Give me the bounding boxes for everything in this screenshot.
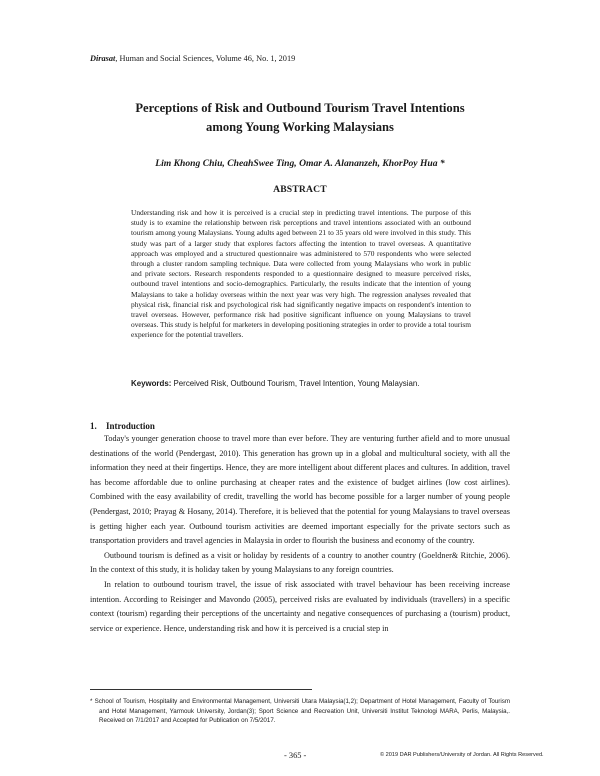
body-paragraph: Today's younger generation choose to travel more than ever before. They are venturing further afield and to more unusual destinations of the world (Pendergast, 2010). This generation has grown up in a global and multicultural society, with all the information they need at their fingertips. Hence, they are more intelligent about different places and cultures. In addition, travel has become affordable due to online purchasing at cheaper rates and the existence of budget airlines (low cost airlines). Combined with the easy availability of credit, travelling the world has become possible for a larger number of young people (Pendergast, 2010; Prayag & Hosany, 2014). Therefore, it is believed that the potential for young Malaysians to travel overseas is getting higher each year. Outbound tourism activities are deemed important especially for the private sectors such as transportation providers and travel agencies in Malaysia in order to flourish the business and economy of the country. <box>90 434 510 546</box>
journal-name: Dirasat <box>90 54 116 63</box>
page-number: - 365 - <box>284 751 307 760</box>
title-line-1: Perceptions of Risk and Outbound Tourism Travel Intentions <box>135 101 465 115</box>
copyright-notice: © 2019 DAR Publishers/University of Jordan. All Rights Reserved. <box>380 752 544 758</box>
author-list: Lim Khong Chiu, CheahSwee Ting, Omar A. Alananzeh, KhorPoy Hua * <box>155 158 445 169</box>
section-number: 1. <box>90 421 97 431</box>
journal-volume-info: , Human and Social Sciences, Volume 46, No. 1, 2019 <box>115 54 296 63</box>
abstract-heading: ABSTRACT <box>273 184 327 195</box>
footnote-divider <box>90 689 312 690</box>
affiliation-footnote: * School of Tourism, Hospitality and Environmental Management, Universiti Utara Malaysia(1,2); Department of Hotel Management, Faculty of Tourism and Hotel Management, Yarmouk University, Jordan(3); Sport Science and Recreation Unit, Universiti Institut Teknologi MARA, Perlis, Malaysia,. Received on 7/1/2017 and Accepted for Publication on 7/5/2017. <box>90 698 510 725</box>
keywords-line <box>131 378 511 389</box>
body-paragraph: In relation to outbound tourism travel, the issue of risk associated with travel behaviour has been receiving increase intention. According to Reisinger and Mavondo (2005), perceived risks are evaluated by individuals (travellers) in a specific context (tourism) regarding their perceptions of the uncertainty and negative consequences of purchasing a (tourism) product, service or experience. Hence, understanding risk and how it is perceived is a crucial step in <box>90 579 510 633</box>
section-body <box>90 432 510 636</box>
journal-header <box>90 53 510 64</box>
keywords-list: Perceived Risk, Outbound Tourism, Travel Intention, Young Malaysian. <box>171 379 420 388</box>
section-heading <box>90 420 390 432</box>
body-paragraph: Outbound tourism is defined as a visit or holiday by residents of a country to another country (Goeldner& Ritchie, 2006). In the context of this study, it is holiday taken by young Malaysians to any foreign countries. <box>90 550 510 575</box>
abstract-text: Understanding risk and how it is perceived is a crucial step in predicting travel intentions. The purpose of this study is to examine the relationship between risk perceptions and travel intentions associated with an outbound tourism among young Malaysians. Young adults aged between 21 to 35 years old were involved in this study. This study was part of a larger study that explores factors affecting the intention to travel overseas. A quantitative approach was employed and a structured questionnaire was administered to 570 respondents who were selected through a cluster random sampling technique. Data were collected from young Malaysians who work in public and private sectors. Research respondents responded to a questionnaire designed to measure perceived risks, outbound travel intentions and socio-demographics. Particularly, the results indicate that the intention of young Malaysians to take a holiday overseas within the next year was very high. The regression analyses revealed that physical risk, financial risk and psychological risk had significantly negative impacts on respondent's intention to travel overseas. However, performance risk had positive significant influence on young Malaysians to travel overseas. This study is helpful for marketers in developing positioning strategies in order to provide a total tourism experience for the potential travellers. <box>131 208 471 340</box>
article-title <box>90 99 510 137</box>
title-line-2: among Young Working Malaysians <box>206 120 394 134</box>
section-title: Introduction <box>106 421 155 431</box>
keywords-label: Keywords: <box>131 379 172 388</box>
